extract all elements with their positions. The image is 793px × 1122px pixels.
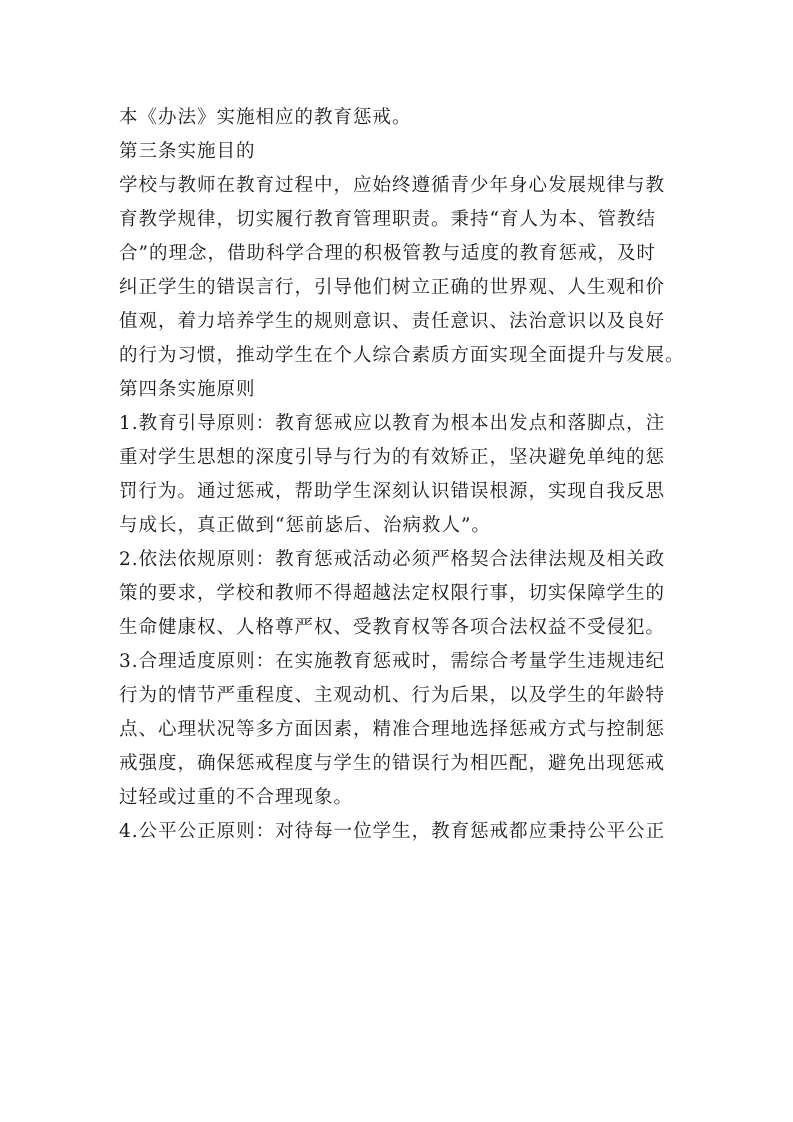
text-line: 点、心理状况等多方面因素，精准合理地选择惩戒方式与控制惩 (119, 719, 666, 740)
text-line: 罚行为。通过惩戒，帮助学生深刻认识错误根源，实现自我反思 (119, 481, 666, 502)
document-body (119, 101, 685, 849)
text-line: 策的要求，学校和教师不得超越法定权限行事，切实保障学生的 (119, 583, 666, 604)
text-line: 的行为习惯，推动学生在个人综合素质方面实现全面提升与发展。 (119, 345, 685, 366)
text-line: 过轻或过重的不合理现象。 (119, 787, 354, 808)
section-heading: 第四条实施原则 (119, 379, 256, 400)
text-line: 育教学规律，切实履行教育管理职责。秉持“育人为本、管教结 (119, 209, 656, 230)
text-line: 与成长，真正做到“惩前毖后、治病救人”。 (119, 515, 491, 536)
text-line: 值观，着力培养学生的规则意识、责任意识、法治意识以及良好 (119, 311, 666, 332)
text-line: 戒强度，确保惩戒程度与学生的错误行为相匹配，避免出现惩戒 (119, 753, 666, 774)
text-line: 本《办法》实施相应的教育惩戒。 (119, 107, 412, 128)
text-line: 纠正学生的错误言行，引导他们树立正确的世界观、人生观和价 (119, 277, 666, 298)
text-line: 4.公平公正原则：对待每一位学生，教育惩戒都应秉持公平公正 (119, 821, 666, 842)
text-line: 合”的理念，借助科学合理的积极管教与适度的教育惩戒，及时 (119, 243, 656, 264)
text-line: 重对学生思想的深度引导与行为的有效矫正，坚决避免单纯的惩 (119, 447, 666, 468)
section-heading: 第三条实施目的 (119, 141, 256, 162)
text-line: 3.合理适度原则：在实施教育惩戒时，需综合考量学生违规违纪 (119, 651, 666, 672)
text-line: 1.教育引导原则：教育惩戒应以教育为根本出发点和落脚点，注 (119, 413, 666, 434)
text-line: 行为的情节严重程度、主观动机、行为后果，以及学生的年龄特 (119, 685, 666, 706)
text-line: 学校与教师在教育过程中，应始终遵循青少年身心发展规律与教 (119, 175, 666, 196)
text-line: 生命健康权、人格尊严权、受教育权等各项合法权益不受侵犯。 (119, 617, 666, 638)
text-line: 2.依法依规原则：教育惩戒活动必须严格契合法律法规及相关政 (119, 549, 666, 570)
